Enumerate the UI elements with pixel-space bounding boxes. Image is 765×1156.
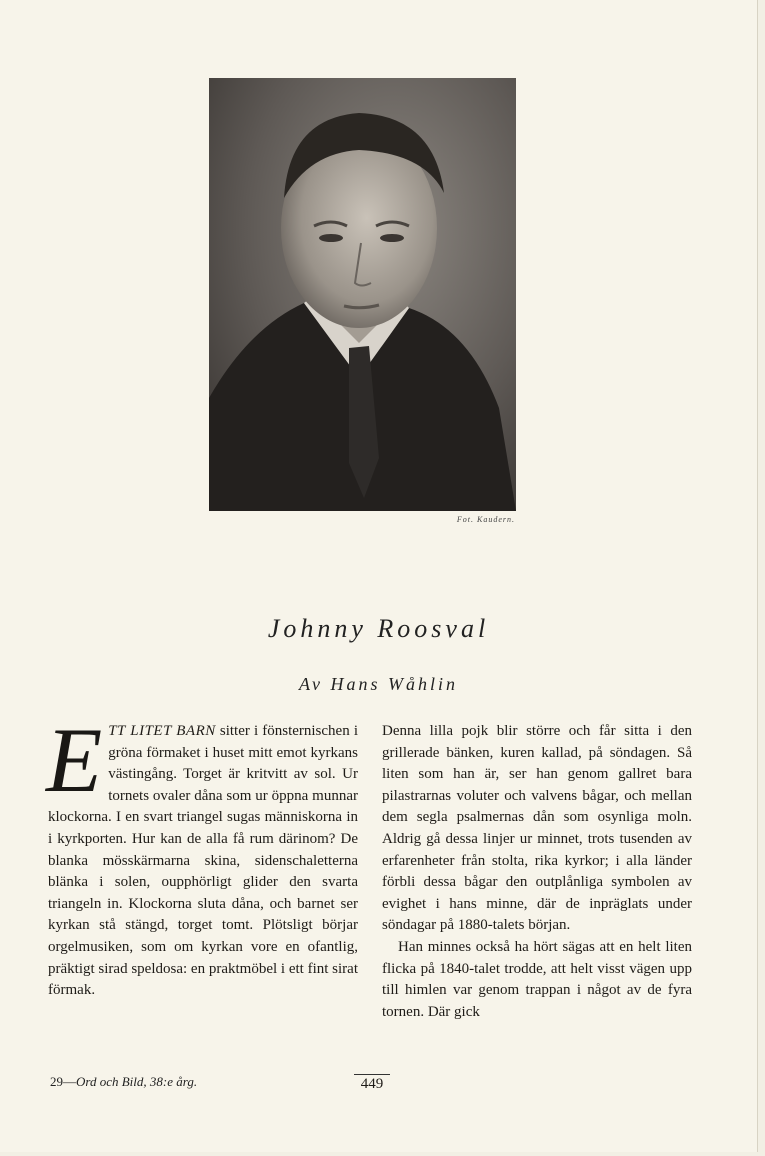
lead-text: sitter i fönsternischen i gröna förmaket i huset mitt emot kyrkans västingång. Torget är kritvitt av sol. Ur tornets ovaler dåna som ur öppna munnar klockorna. I en svart triangel sugas människorna in i kyrkporten. Hur kan de alla få rum därinom? De blanka mösskärmarna skina, sidenschaletterna blänka i solen, oupphörligt glider den svarta triangeln in. Klockorna sluta dåna, och barnet ser kyrkan stå stängd, torget tomt. Plötsligt börjar orgelmusiken, som om kyrkan vore en ofantlig, präktigt sirad speldosa: en praktmöbel i ett fint sirat förmak.	[48, 723, 358, 999]
article-byline: Av Hans Wåhlin	[299, 674, 458, 694]
paragraph: Denna lilla pojk blir större och får sitta i den grillerade bänken, kuren kallad, på söndagen. Så liten som han är, ser han genom gallret bara pilastrarnas voluter och valvens bågar, och mellan dem segla psalmernas dån som osynliga moln. Aldrig gå dessa linjer ur minnet, trots tusenden av erfarenheter från stolta, rika kyrkor; i alla länder förbli dessa bågar den outplånliga symbolen av evighet i hans minne, där de inpräglats under söndagar på 1880-talets början.	[382, 723, 692, 934]
signature-mark: 29—	[50, 1074, 76, 1089]
paragraph	[46, 709, 358, 1002]
page-number: 449	[354, 1074, 390, 1093]
photo-credit: Fot. Kaudern.	[456, 515, 515, 524]
lead-caps: TT LITET BARN	[108, 723, 216, 739]
text-column-left	[46, 709, 358, 1002]
journal-name: Ord och Bild, 38:e årg.	[76, 1074, 198, 1089]
article-title: Johnny Roosval	[267, 614, 490, 643]
paragraph: Han minnes också ha hört sägas att en helt liten flicka på 1840-talet trodde, att helt visst vägen upp till himlen var genom trappan i något av de fyra tornen. Där gick	[382, 938, 692, 1020]
drop-cap: E	[46, 709, 103, 811]
footer-journal	[50, 1074, 197, 1090]
portrait-photo	[209, 78, 516, 511]
portrait-image-icon	[209, 78, 516, 511]
text-column-right	[382, 721, 692, 1023]
